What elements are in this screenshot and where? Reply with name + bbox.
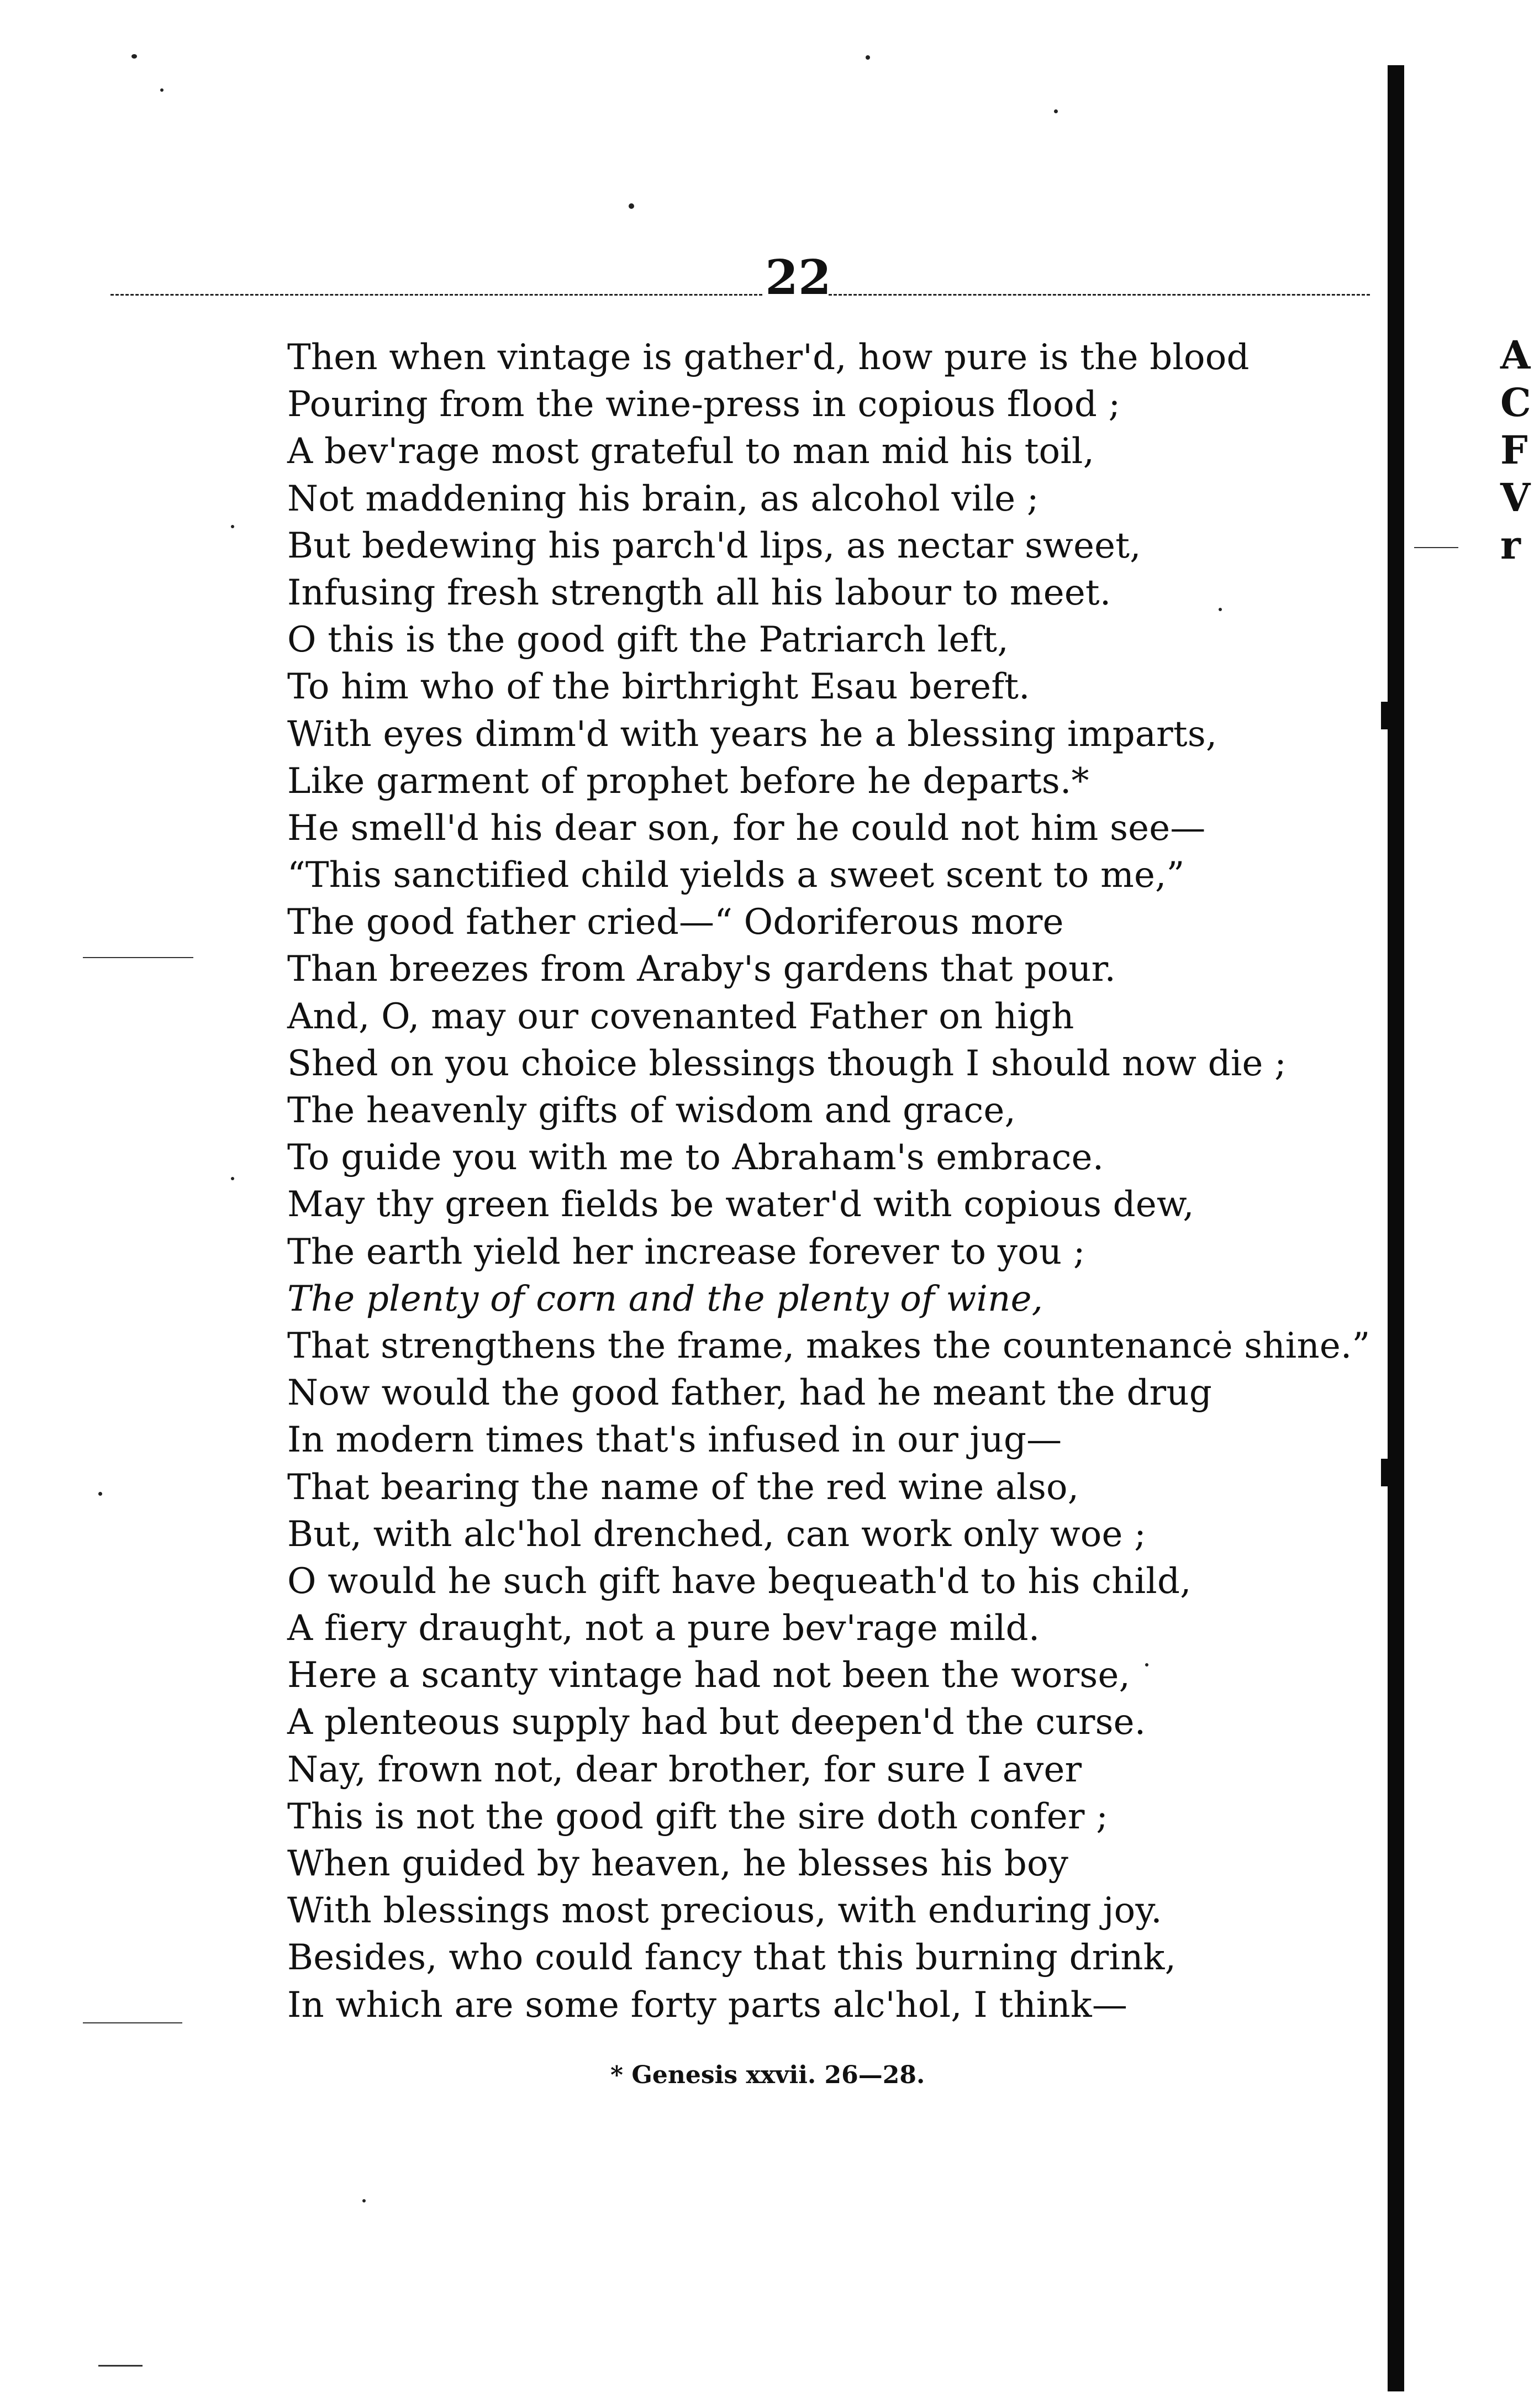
facing-letter: A <box>1500 332 1531 378</box>
poem-line: Shed on you choice blessings though I should now die ; <box>287 1043 1287 1084</box>
poem-line: A plenteous supply had but deepen'd the curse. <box>287 1702 1146 1743</box>
poem-line: Nay, frown not, dear brother, for sure I aver <box>287 1749 1082 1790</box>
page-number: 22 <box>765 250 831 306</box>
scan-speck <box>160 88 164 92</box>
scan-mark <box>98 2365 143 2367</box>
scan-speck <box>231 1177 234 1180</box>
poem-line: In modern times that's infused in our jug— <box>287 1419 1062 1461</box>
poem-line: “This sanctified child yields a sweet scent to me,” <box>287 855 1185 896</box>
poem-line: In which are some forty parts alc'hol, I think— <box>287 1984 1128 2026</box>
poem-line: With eyes dimm'd with years he a blessing imparts, <box>287 713 1217 755</box>
poem-line: But bedewing his parch'd lips, as nectar sweet, <box>287 525 1141 566</box>
poem-line: The good father cried—“ Odoriferous more <box>287 902 1064 943</box>
poem-line: Pouring from the wine-press in copious flood ; <box>287 384 1121 425</box>
poem-line: This is not the good gift the sire doth confer ; <box>287 1796 1109 1837</box>
facing-letter: r <box>1500 522 1521 568</box>
poem-line: Infusing fresh strength all his labour to meet. <box>287 572 1111 613</box>
poem-line: Besides, who could fancy that this burning drink, <box>287 1937 1177 1979</box>
scan-speck <box>866 55 870 60</box>
poem-line: Than breezes from Araby's gardens that pour. <box>287 949 1116 990</box>
footnote: * Genesis xxvii. 26—28. <box>610 2061 925 2089</box>
poem-line: Then when vintage is gather'd, how pure is the blood <box>287 337 1250 378</box>
facing-page-letters <box>1500 332 1531 569</box>
header-rule-left <box>110 294 762 297</box>
poem-line: To him who of the birthright Esau bereft. <box>287 666 1030 708</box>
poem-line: And, O, may our covenanted Father on high <box>287 996 1074 1037</box>
poem-line: Now would the good father, had he meant the drug <box>287 1373 1213 1414</box>
scan-speck <box>362 2199 366 2202</box>
poem-line: A fiery draught, not a pure bev'rage mild. <box>287 1608 1040 1649</box>
poem-line-italic: The plenty of corn and the plenty of wine, <box>287 1278 1043 1319</box>
poem-line: That strengthens the frame, makes the countenance shine.” <box>287 1325 1370 1366</box>
poem-line: May thy green fields be water'd with copious dew, <box>287 1184 1194 1226</box>
poem-line: That bearing the name of the red wine also, <box>287 1466 1079 1508</box>
binding-notch <box>1381 1459 1402 1486</box>
scan-speck <box>1054 109 1058 113</box>
poem-line: The earth yield her increase forever to you ; <box>287 1231 1085 1273</box>
scan-speck <box>629 203 634 209</box>
poem-line: He smell'd his dear son, for he could not him see— <box>287 807 1206 849</box>
poem-line: When guided by heaven, he blesses his boy <box>287 1843 1069 1884</box>
poem-line: Not maddening his brain, as alcohol vile ; <box>287 478 1039 519</box>
scan-mark <box>1414 547 1458 548</box>
poem-line: But, with alc'hol drenched, can work only woe ; <box>287 1513 1146 1555</box>
facing-letter: V <box>1500 475 1531 520</box>
facing-letter: C <box>1500 380 1531 425</box>
scan-speck <box>98 1492 102 1496</box>
scan-speck <box>131 54 137 59</box>
poem-line: To guide you with me to Abraham's embrace. <box>287 1137 1104 1179</box>
scan-mark <box>83 2022 182 2023</box>
poem-line: Here a scanty vintage had not been the worse, <box>287 1655 1131 1696</box>
poem-text <box>287 334 1370 2029</box>
poem-line: With blessings most precious, with enduring joy. <box>287 1890 1162 1932</box>
poem-line: O would he such gift have bequeath'd to his child, <box>287 1560 1192 1602</box>
scan-speck <box>231 525 234 528</box>
header-rule-right <box>829 294 1370 297</box>
poem-line: Like garment of prophet before he departs.* <box>287 760 1089 802</box>
poem-line: A bev'rage most grateful to man mid his toil, <box>287 431 1095 472</box>
scan-mark <box>83 957 193 958</box>
facing-letter: F <box>1500 427 1528 473</box>
poem-line: O this is the good gift the Patriarch left, <box>287 619 1009 661</box>
binding-notch <box>1381 702 1402 729</box>
poem-line: The heavenly gifts of wisdom and grace, <box>287 1090 1016 1131</box>
binding-edge <box>1388 65 1404 2391</box>
